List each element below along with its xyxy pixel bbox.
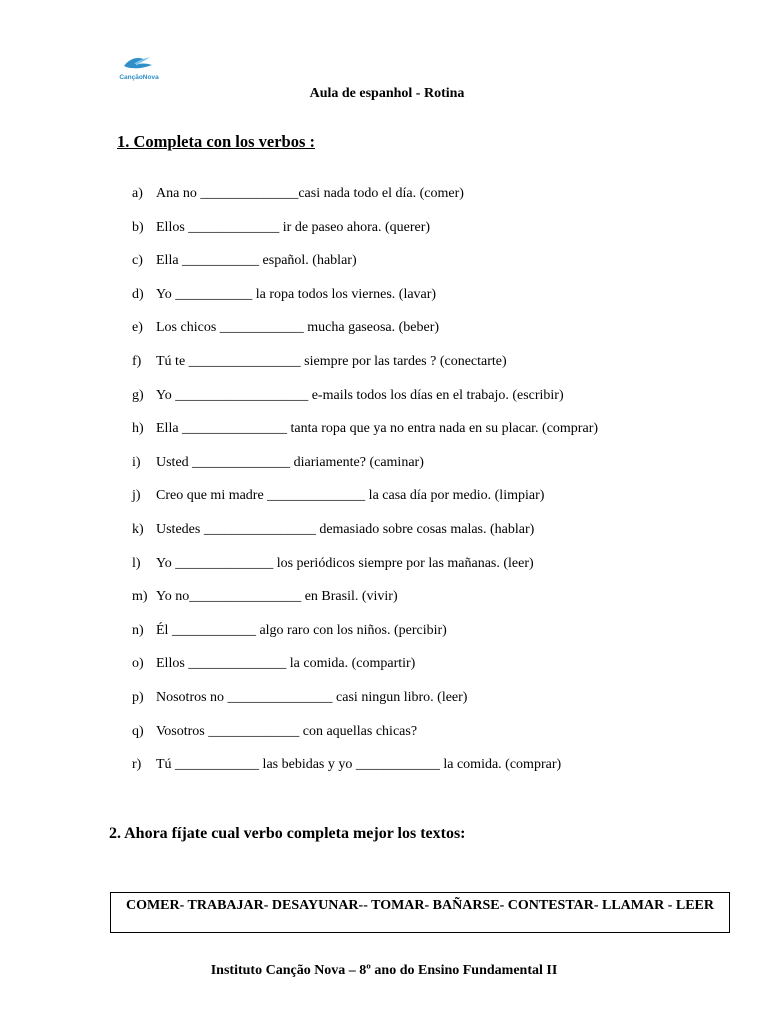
- item-letter: i): [132, 454, 141, 470]
- item-letter: n): [132, 622, 144, 638]
- item-letter: r): [132, 757, 142, 773]
- item-letter: f): [132, 353, 142, 369]
- logo: [114, 54, 164, 84]
- item-text: Ustedes ________________ demasiado sobre cosas malas. (hablar): [156, 521, 535, 537]
- item-text: Creo que mi madre ______________ la casa día por medio. (limpiar): [156, 488, 545, 504]
- section1-title: 1. Completa con los verbos :: [117, 132, 315, 151]
- page-footer: Instituto Canção Nova – 8º ano do Ensino Fundamental II: [210, 963, 558, 978]
- item-text: Yo no________________ en Brasil. (vivir): [156, 589, 398, 605]
- item-text: Ellos _____________ ir de paseo ahora. (querer): [156, 219, 431, 235]
- exercise-item-n: [132, 621, 598, 655]
- item-text: Ellos ______________ la comida. (compartir): [156, 656, 416, 672]
- item-letter: e): [132, 320, 143, 336]
- exercise-item-l: [132, 554, 598, 588]
- item-text: Vosotros _____________ con aquellas chicas?: [156, 723, 418, 739]
- item-text: Yo ______________ los periódicos siempre por las mañanas. (leer): [156, 555, 534, 571]
- page-title: Aula de espanhol - Rotina: [309, 86, 465, 101]
- exercise-item-k: [132, 520, 598, 554]
- exercise-item-b: [132, 218, 598, 252]
- item-text: Tú ____________ las bebidas y yo ____________ la comida. (comprar): [156, 757, 562, 773]
- item-letter: d): [132, 286, 144, 302]
- exercise-item-q: [132, 722, 598, 756]
- item-letter: l): [132, 555, 141, 571]
- item-letter: k): [132, 521, 144, 537]
- exercise-item-p: [132, 688, 598, 722]
- item-text: Tú te ________________ siempre por las tardes ? (conectarte): [156, 353, 507, 369]
- exercise-list: [132, 184, 598, 789]
- exercise-item-j: [132, 486, 598, 520]
- item-letter: q): [132, 723, 144, 739]
- item-letter: m): [132, 589, 148, 605]
- exercise-item-r: [132, 755, 598, 789]
- item-text: Nosotros no _______________ casi ningun libro. (leer): [156, 689, 468, 705]
- item-letter: a): [132, 186, 143, 201]
- item-text: Ella ___________ español. (hablar): [156, 253, 357, 269]
- item-text: Ella _______________ tanta ropa que ya no entra nada en su placar. (comprar): [156, 421, 599, 437]
- item-text: Los chicos ____________ mucha gaseosa. (beber): [156, 320, 440, 336]
- item-letter: g): [132, 387, 144, 403]
- item-text: Yo ___________ la ropa todos los viernes. (lavar): [156, 286, 437, 302]
- exercise-item-d: [132, 285, 598, 319]
- exercise-item-h: [132, 419, 598, 453]
- exercise-item-m: [132, 587, 598, 621]
- item-letter: j): [132, 488, 141, 504]
- exercise-item-a: [132, 184, 598, 218]
- item-letter: b): [132, 219, 144, 235]
- item-text: Yo ___________________ e-mails todos los días en el trabajo. (escribir): [156, 387, 564, 403]
- item-letter: p): [132, 689, 144, 705]
- section2-title: 2. Ahora fíjate cual verbo completa mejor los textos:: [109, 825, 466, 842]
- exercise-item-f: [132, 352, 598, 386]
- verb-list-box: COMER- TRABAJAR- DESAYUNAR-- TOMAR- BAÑARSE- CONTESTAR- LLAMAR - LEER: [110, 892, 730, 933]
- item-letter: o): [132, 656, 144, 672]
- item-text: Usted ______________ diariamente? (caminar): [156, 454, 424, 470]
- exercise-item-e: [132, 318, 598, 352]
- exercise-item-c: [132, 251, 598, 285]
- exercise-item-g: [132, 386, 598, 420]
- exercise-item-o: [132, 654, 598, 688]
- item-letter: h): [132, 421, 144, 437]
- item-letter: c): [132, 253, 143, 269]
- logo-text: CançãoNova: [119, 74, 159, 81]
- exercise-item-i: [132, 453, 598, 487]
- item-text: Ana no ______________casi nada todo el día. (comer): [156, 186, 464, 201]
- dove-logo-icon: [122, 54, 156, 72]
- item-text: Él ____________ algo raro con los niños. (percibir): [156, 622, 447, 638]
